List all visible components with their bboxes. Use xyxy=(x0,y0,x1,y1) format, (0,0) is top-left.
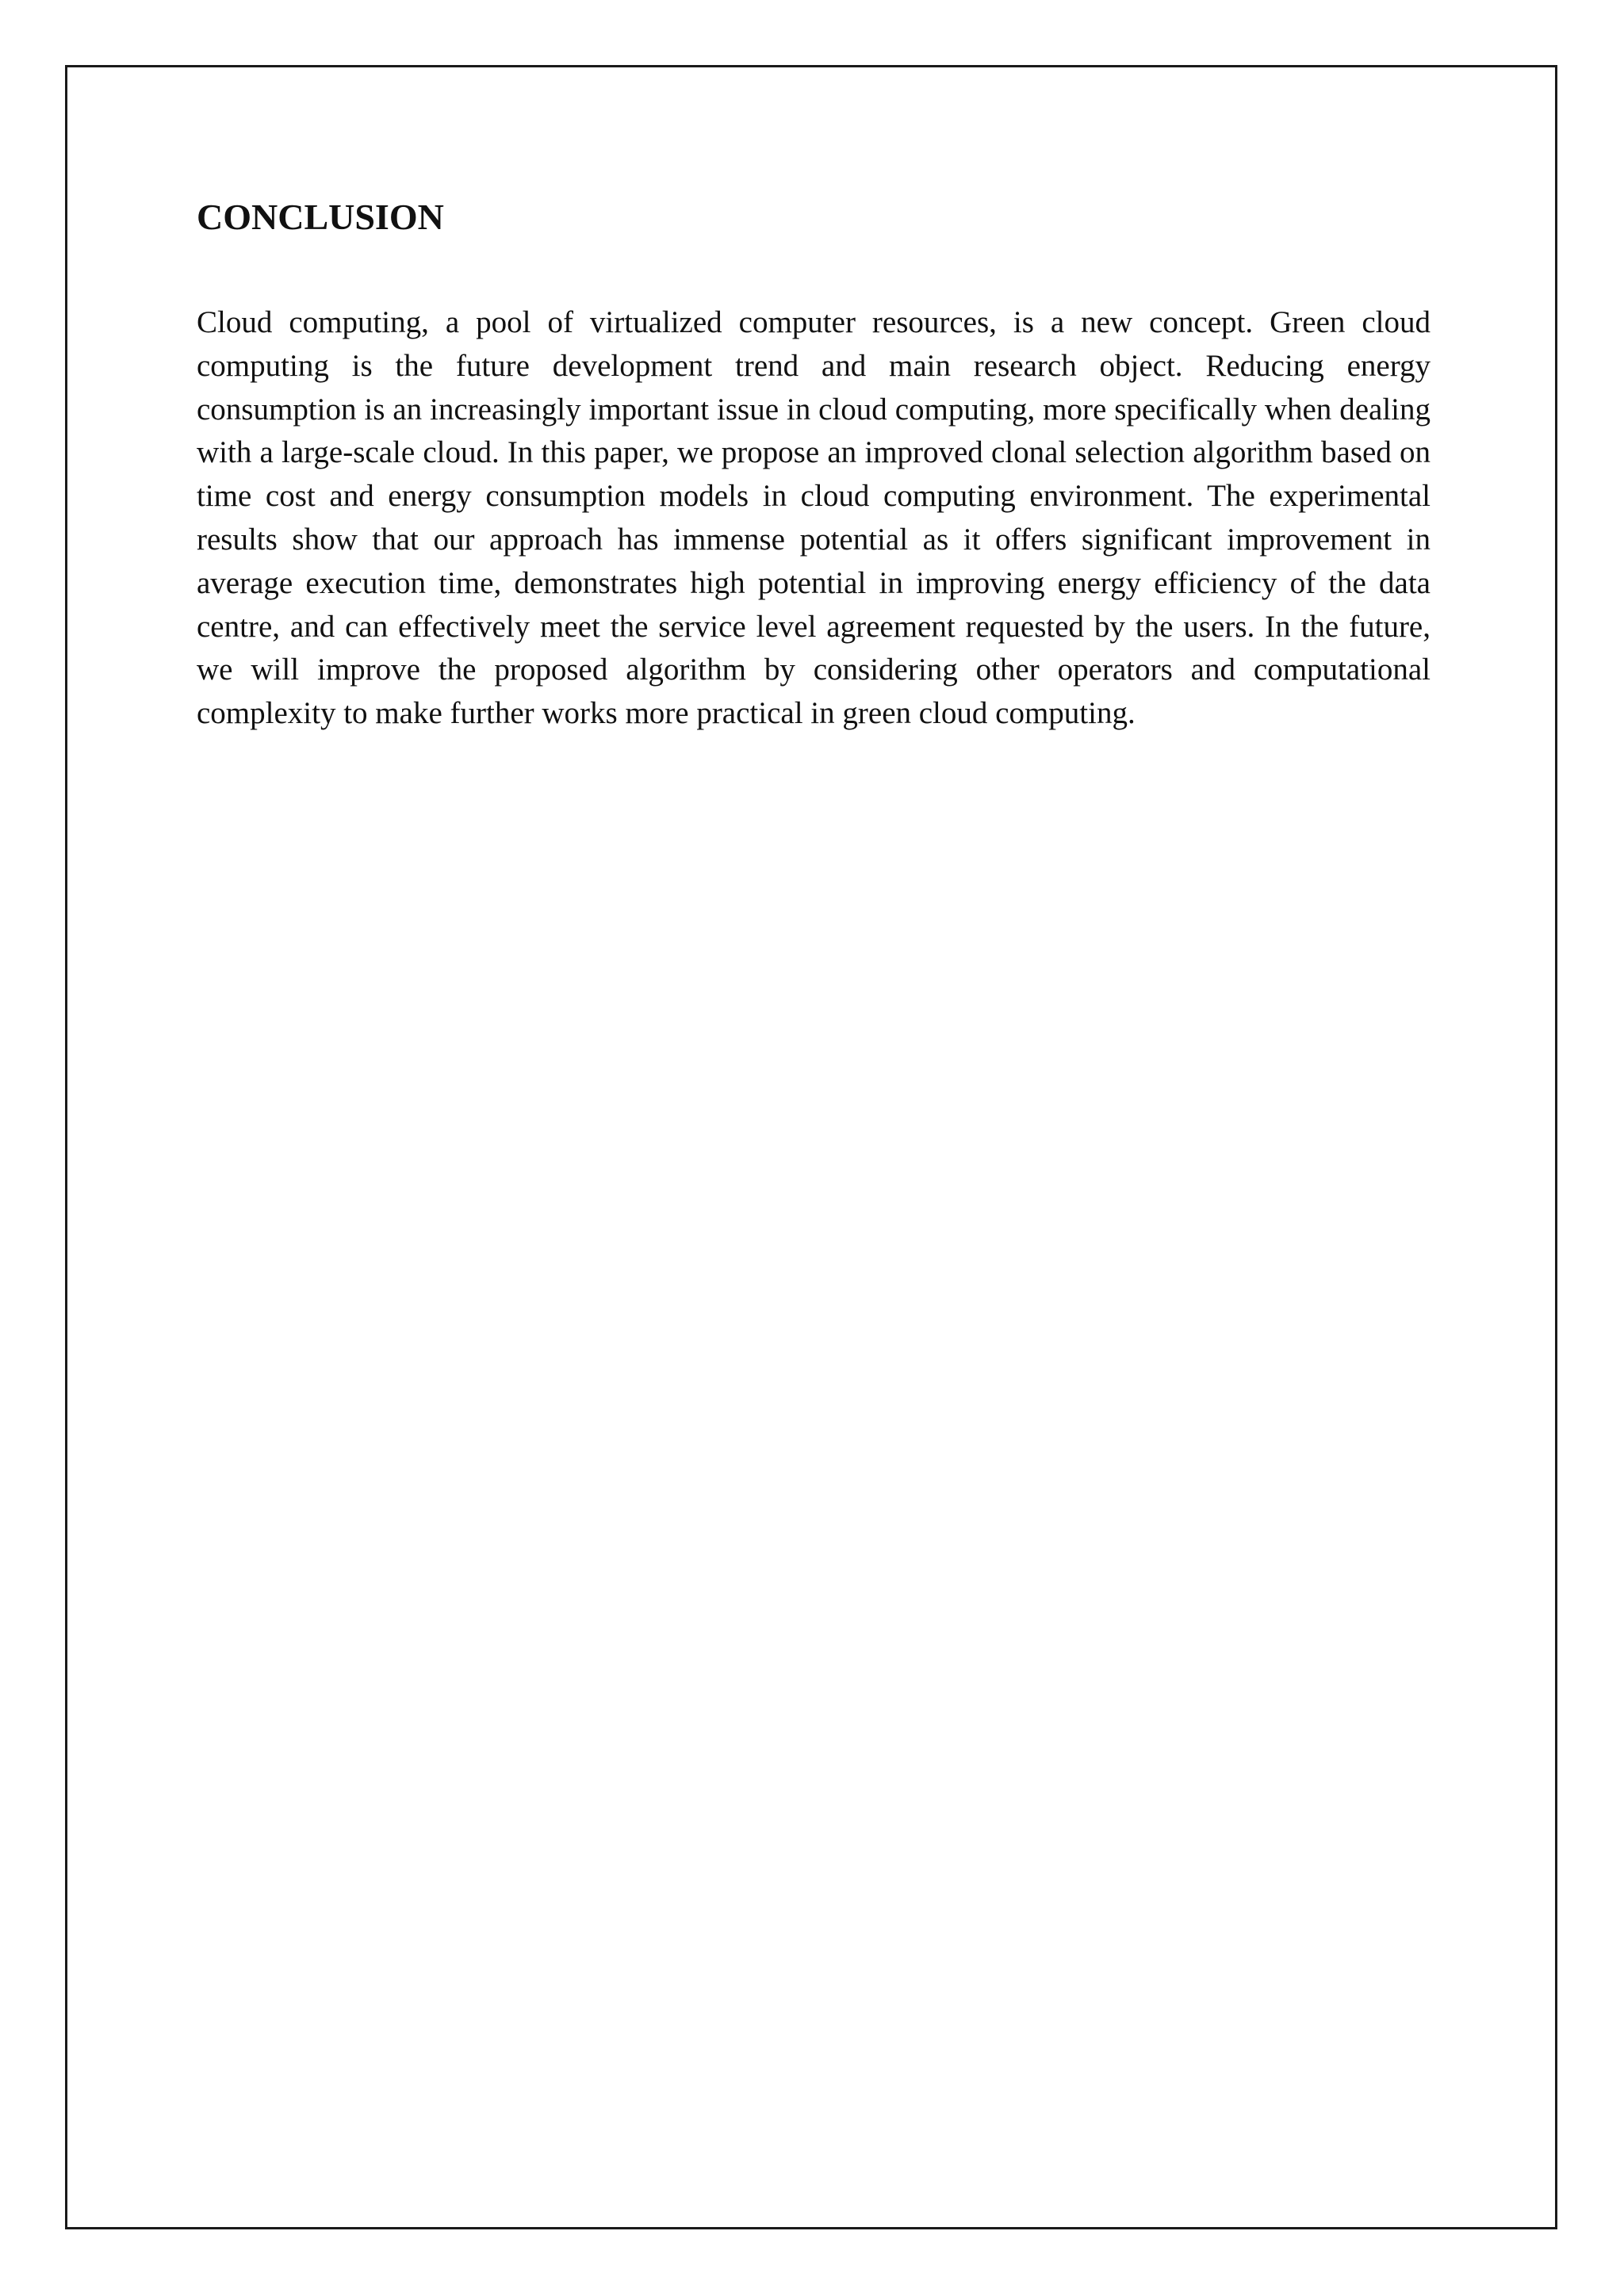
conclusion-paragraph: Cloud computing, a pool of virtualized computer resources, is a new concept. Green cloud computing is the future development trend and main research object. Reducing energy consumption is an increasingly important issue in cloud computing, more specifically when dealing with a large-scale cloud. In this paper, we propose an improved clonal selection algorithm based on time cost and energy consumption models in cloud computing environment. The experimental results show that our approach has immense potential as it offers significant improvement in average execution time, demonstrates high potential in improving energy efficiency of the data centre, and can effectively meet the service level agreement requested by the users. In the future, we will improve the proposed algorithm by considering other operators and computational complexity to make further works more practical in green cloud computing. xyxy=(197,305,1431,731)
section-heading: CONCLUSION xyxy=(197,197,444,237)
document-body xyxy=(197,187,1431,736)
